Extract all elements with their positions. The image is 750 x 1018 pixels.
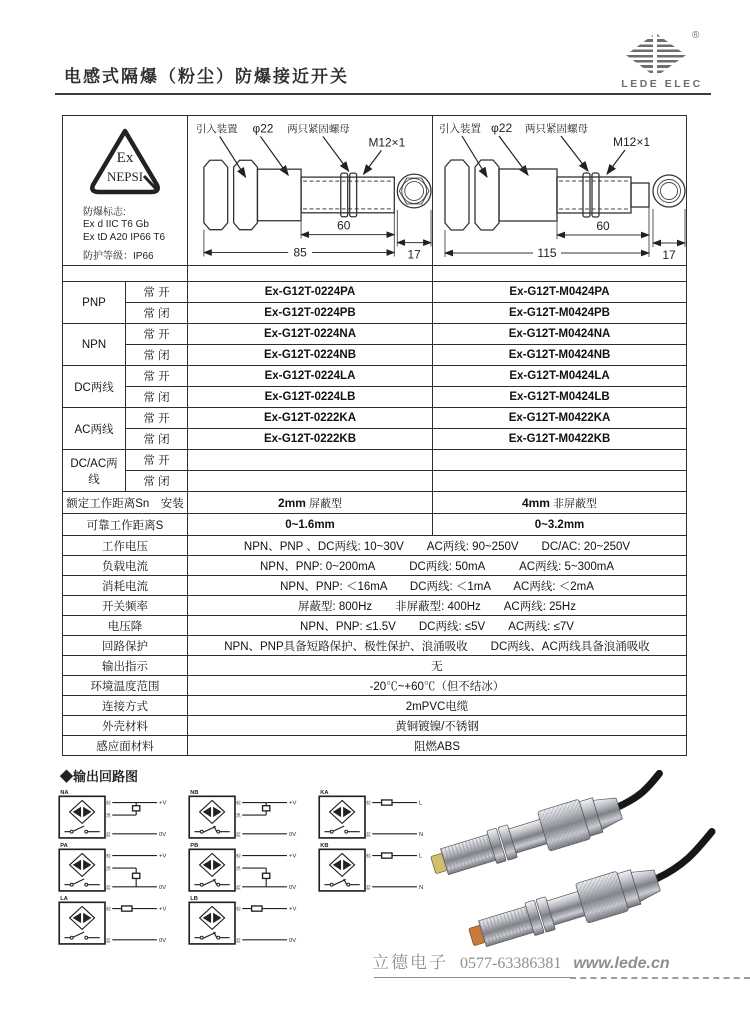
svg-text:棕: 棕 (236, 907, 241, 913)
nepsi-mark-name: NEPSI (106, 168, 144, 184)
svg-text:+V: +V (159, 906, 167, 913)
spec-label-connection: 连接方式 (63, 696, 188, 716)
circuit-diagram-LA (56, 894, 181, 946)
spec-label-indicator: 输出指示 (63, 656, 188, 676)
model-number: Ex-G12T-M0424LA (433, 366, 687, 387)
contact-state: 常 闭 (126, 387, 188, 408)
svg-text:+V: +V (289, 800, 297, 807)
circuit-diagram-NB (186, 788, 311, 840)
model-group-npn: NPN (63, 324, 126, 366)
svg-text:+V: +V (289, 906, 297, 913)
page-title: 电感式隔爆（粉尘）防爆接近开关 (64, 67, 349, 86)
model-group-dcac2wire: DC/AC两线 (63, 450, 126, 492)
svg-text:N: N (419, 831, 424, 838)
spec-label-consumption: 消耗电流 (63, 576, 188, 596)
contact-state: 常 开 (126, 450, 188, 471)
circuit-section-title: ◆输出回路图 (60, 769, 139, 784)
spec-value-protection: NPN、PNP具备短路保护、极性保护、浪涌吸收 DC两线、AC两线具备浪涌吸收 (188, 636, 687, 656)
spec-value-load-current: NPN、PNP: 0~200mA DC两线: 50mA AC两线: 5~300mA (188, 556, 687, 576)
spec-value-voltage-drop: NPN、PNP: ≤1.5V DC两线: ≤5V AC两线: ≤7V (188, 616, 687, 636)
svg-text:棕: 棕 (236, 854, 241, 860)
company-logo (612, 30, 712, 90)
svg-text:0V: 0V (159, 884, 167, 891)
circuit-diagram-PA (56, 841, 181, 893)
logo-text: LEDE ELEC (621, 78, 703, 90)
model-group-ac2wire: AC两线 (63, 408, 126, 450)
reliable-distance-unshielded: 0~3.2mm (433, 514, 687, 536)
svg-text:+V: +V (289, 853, 297, 860)
callout-thread: M12×1 (613, 134, 651, 149)
svg-text:0V: 0V (289, 884, 297, 891)
spec-label-protection: 回路保护 (63, 636, 188, 656)
model-number (188, 471, 433, 492)
logo-left-half (626, 34, 653, 76)
product-photo (398, 770, 748, 955)
ip-rating: 防护等级：IP66 (83, 251, 154, 262)
rated-distance-shielded: 2mm 屏蔽型 (188, 492, 433, 514)
svg-text:LA: LA (60, 896, 68, 903)
circuit-diagram-NA (56, 788, 181, 840)
model-number: Ex-G12T-0224NA (188, 324, 433, 345)
svg-text:棕: 棕 (366, 801, 371, 807)
technical-drawing-unshielded (435, 117, 687, 265)
spec-label-voltage: 工作电压 (63, 536, 188, 556)
svg-text:NB: NB (190, 790, 199, 797)
spec-table (62, 115, 687, 756)
drawing-right-cell (433, 116, 687, 266)
footer-website: www.lede.cn (573, 955, 670, 972)
svg-text:0V: 0V (289, 937, 297, 944)
callout-diameter: φ22 (252, 120, 274, 135)
model-number (433, 471, 687, 492)
drawing-left-cell (188, 116, 433, 266)
spec-value-frequency: 屏蔽型: 800Hz 非屏蔽型: 400Hz AC两线: 25Hz (188, 596, 687, 616)
svg-text:PA: PA (60, 843, 68, 850)
svg-text:黑: 黑 (106, 867, 111, 873)
callout-locknuts: 两只紧固螺母 (287, 123, 350, 135)
model-number: Ex-G12T-M0422KA (433, 408, 687, 429)
rated-distance-unshielded: 4mm 非屏蔽型 (433, 492, 687, 514)
svg-text:黑: 黑 (236, 814, 241, 820)
spec-label-sensing-face: 感应面材料 (63, 736, 188, 756)
callout-inlet: 引入装置 (439, 122, 481, 135)
contact-state: 常 闭 (126, 303, 188, 324)
dim-total-length: 85 (293, 244, 307, 259)
svg-text:蓝: 蓝 (236, 938, 241, 944)
spec-value-housing: 黄铜镀镍/不锈钢 (188, 716, 687, 736)
svg-text:PB: PB (190, 843, 199, 850)
callout-thread: M12×1 (368, 134, 406, 149)
model-number: Ex-G12T-M0424PA (433, 282, 687, 303)
spec-value-temperature: -20℃~+60℃（但不结冰） (188, 676, 687, 696)
model-number: Ex-G12T-0224LB (188, 387, 433, 408)
model-number: Ex-G12T-M0424NB (433, 345, 687, 366)
svg-text:L: L (419, 800, 423, 807)
spec-value-consumption: NPN、PNP: ＜16mA DC两线: ＜1mA AC两线: ＜2mA (188, 576, 687, 596)
spec-label-voltage-drop: 电压降 (63, 616, 188, 636)
nepsi-mark-icon (84, 126, 166, 198)
svg-text:棕: 棕 (106, 907, 111, 913)
cert-label: 防爆标志: (83, 206, 126, 218)
contact-state: 常 闭 (126, 429, 188, 450)
spec-label-housing: 外壳材料 (63, 716, 188, 736)
nepsi-mark-ex: Ex (116, 149, 134, 166)
model-number: Ex-G12T-0224PA (188, 282, 433, 303)
rated-distance-label: 额定工作距离Sn 安装 (63, 492, 188, 514)
contact-state: 常 开 (126, 282, 188, 303)
spec-value-sensing-face: 阻燃ABS (188, 736, 687, 756)
circuit-diagram-PB (186, 841, 311, 893)
reliable-distance-shielded: 0~1.6mm (188, 514, 433, 536)
contact-state: 常 开 (126, 366, 188, 387)
model-number (433, 450, 687, 471)
svg-text:0V: 0V (159, 937, 167, 944)
contact-state: 常 开 (126, 408, 188, 429)
model-number: Ex-G12T-M0424NA (433, 324, 687, 345)
dim-thread-length: 60 (337, 218, 351, 233)
svg-text:NA: NA (60, 790, 69, 797)
model-number: Ex-G12T-M0424LB (433, 387, 687, 408)
callout-locknuts: 两只紧固螺母 (525, 122, 588, 135)
model-group-pnp: PNP (63, 282, 126, 324)
footer-rule-solid (374, 977, 570, 978)
model-number: Ex-G12T-0224PB (188, 303, 433, 324)
logo-right-half (657, 34, 686, 76)
spec-label-load-current: 负载电流 (63, 556, 188, 576)
circuit-grid (56, 788, 446, 948)
svg-text:+V: +V (159, 800, 167, 807)
svg-text:N: N (419, 884, 424, 891)
svg-text:LB: LB (190, 896, 198, 903)
model-number: Ex-G12T-M0422KB (433, 429, 687, 450)
model-number: Ex-G12T-0222KB (188, 429, 433, 450)
model-number (188, 450, 433, 471)
cert-code-2: Ex tD A20 IP66 T6 (83, 231, 166, 243)
model-group-dc2wire: DC两线 (63, 366, 126, 408)
footer-company: 立德电子 (372, 953, 448, 972)
cert-cell (63, 116, 188, 266)
svg-text:棕: 棕 (366, 854, 371, 860)
dim-end-width: 17 (662, 247, 676, 262)
svg-text:蓝: 蓝 (366, 885, 371, 891)
svg-text:蓝: 蓝 (106, 938, 111, 944)
svg-text:L: L (419, 853, 423, 860)
dim-end-width: 17 (407, 246, 421, 261)
spec-label-temperature: 环境温度范围 (63, 676, 188, 696)
circuit-diagram-LB (186, 894, 311, 946)
empty-cell (188, 266, 433, 282)
model-number: Ex-G12T-M0424PB (433, 303, 687, 324)
svg-text:0V: 0V (289, 831, 297, 838)
contact-state: 常 开 (126, 324, 188, 345)
model-number: Ex-G12T-0222KA (188, 408, 433, 429)
dim-total-length: 115 (537, 245, 557, 260)
cert-code-1: Ex d IIC T6 Gb (83, 219, 149, 230)
empty-cell (433, 266, 687, 282)
svg-text:蓝: 蓝 (236, 832, 241, 838)
spec-label-frequency: 开关频率 (63, 596, 188, 616)
model-number: Ex-G12T-0224LA (188, 366, 433, 387)
svg-text:蓝: 蓝 (366, 832, 371, 838)
technical-drawing-shielded (190, 117, 433, 265)
sensor-top (427, 774, 672, 885)
svg-text:蓝: 蓝 (106, 885, 111, 891)
spec-value-voltage: NPN、PNP 、DC两线: 10~30V AC两线: 90~250V DC/AC: 20~250V (188, 536, 687, 556)
svg-text:蓝: 蓝 (106, 832, 111, 838)
spec-value-connection: 2mPVC电缆 (188, 696, 687, 716)
svg-text:0V: 0V (159, 831, 167, 838)
contact-state: 常 闭 (126, 345, 188, 366)
registered-mark: ® (692, 30, 700, 41)
logo-diamond-icon (626, 34, 688, 76)
svg-text:棕: 棕 (106, 854, 111, 860)
svg-text:棕: 棕 (236, 801, 241, 807)
callout-diameter: φ22 (491, 120, 513, 135)
svg-text:棕: 棕 (106, 801, 111, 807)
footer-phone: 0577-63386381 (460, 955, 562, 972)
header-rule (55, 93, 711, 95)
svg-text:黑: 黑 (106, 814, 111, 820)
contact-state: 常 闭 (126, 471, 188, 492)
reliable-distance-label: 可靠工作距离S (63, 514, 188, 536)
callout-inlet: 引入装置 (195, 123, 238, 135)
svg-text:KA: KA (320, 790, 329, 797)
spec-value-indicator: 无 (188, 656, 687, 676)
model-number: Ex-G12T-0224NB (188, 345, 433, 366)
svg-text:黑: 黑 (236, 867, 241, 873)
svg-text:蓝: 蓝 (236, 885, 241, 891)
footer-rule-dashed (570, 977, 750, 979)
dim-thread-length: 60 (596, 218, 610, 233)
svg-text:+V: +V (159, 853, 167, 860)
empty-cell (63, 266, 188, 282)
svg-text:KB: KB (320, 843, 329, 850)
